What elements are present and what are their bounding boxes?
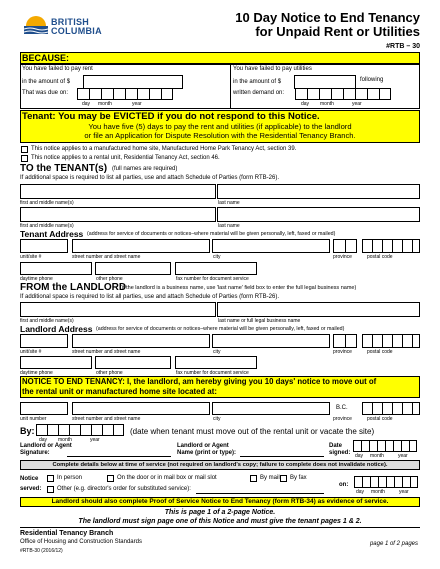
following-label: following bbox=[360, 77, 384, 83]
by-mail-checkbox[interactable] bbox=[250, 475, 257, 482]
tenant-heading-note: (full names are required) bbox=[112, 166, 178, 172]
evicted-line1: You have five (5) days to pay the rent and utilities (if applicable) to the landlord bbox=[88, 122, 352, 131]
logo-line2: COLUMBIA bbox=[51, 26, 102, 36]
service-bar-text: Complete details below at time of service (not required on landlord's copy; failure to complete does not invalidate notice). bbox=[52, 462, 388, 468]
landlord-daytime-phone-label: daytime phone bbox=[20, 370, 53, 376]
site-postal-label: postal code bbox=[367, 416, 393, 422]
rent-due-date[interactable] bbox=[77, 88, 173, 100]
notice-line2: the rental unit or manufactured home site located at: bbox=[22, 387, 217, 396]
date-signed-month-label: month bbox=[370, 453, 384, 459]
landlord-heading: FROM the LANDLORD bbox=[20, 282, 127, 293]
tenant-fax-input[interactable] bbox=[175, 262, 257, 275]
rent-due-label: That was due on: bbox=[22, 90, 69, 96]
notice-line1: NOTICE TO END TENANCY: I, the landlord, am hereby giving you 10 days' notice to move out of bbox=[22, 377, 377, 386]
served-on-date[interactable] bbox=[354, 476, 418, 488]
landlord-fax-input[interactable] bbox=[175, 356, 257, 369]
page-title: 10 Day Notice to End Tenancy bbox=[235, 10, 420, 25]
tenant-heading: TO the TENANT(s) bbox=[20, 163, 108, 174]
landlord-street-input[interactable] bbox=[72, 334, 210, 348]
served-on-label: on: bbox=[339, 482, 349, 488]
tenant-other-phone-label: other phone bbox=[96, 276, 123, 282]
door-label: On the door or in mail box or mail slot bbox=[117, 475, 217, 481]
date-signed-label-1: Date bbox=[329, 443, 343, 449]
footer-branch: Residential Tenancy Branch bbox=[20, 530, 114, 537]
util-month-label: month bbox=[320, 101, 334, 107]
landlord-heading-note: (if the landlord is a business name, use 'last name' field box to enter the full legal business name) bbox=[120, 285, 357, 291]
tenant-postal-input[interactable] bbox=[362, 239, 420, 253]
landlord-address-note: (address for service of documents or notices–where material will be given personally, left, faxed or mailed) bbox=[96, 326, 345, 332]
tenant2-last-name[interactable] bbox=[217, 207, 420, 222]
tenant-city-label: city bbox=[213, 254, 221, 260]
util-failed-label: You have failed to pay utilities bbox=[233, 66, 312, 72]
by-fax-checkbox[interactable] bbox=[280, 475, 287, 482]
landlord-daytime-phone-input[interactable] bbox=[20, 356, 92, 369]
rent-failed-label: You have failed to pay rent bbox=[22, 66, 93, 72]
rent-amount-input[interactable] bbox=[83, 75, 183, 89]
tenant-address-heading: Tenant Address bbox=[20, 229, 84, 239]
tenant-city-input[interactable] bbox=[212, 239, 330, 253]
util-year-label: year bbox=[352, 101, 362, 107]
agent-name-label-2: Name (print or type): bbox=[177, 450, 237, 456]
because-bar bbox=[20, 52, 420, 64]
util-amount-input[interactable] bbox=[294, 75, 356, 89]
site-city-label: city bbox=[213, 416, 221, 422]
move-out-month-label: month bbox=[58, 437, 72, 443]
landlord-extra-space: If additional space is required to list all parties, use and attach Schedule of Parties (form RTB-26). bbox=[20, 294, 280, 300]
by-note: (date when tenant must move out of the rental unit or vacate the site) bbox=[130, 427, 375, 436]
landlord-province-label: province bbox=[333, 349, 352, 355]
move-out-year-label: year bbox=[90, 437, 100, 443]
footer-page-number: page 1 of 2 pages bbox=[369, 541, 418, 547]
util-day-label: day bbox=[301, 101, 310, 107]
landlord-postal-input[interactable] bbox=[362, 334, 420, 348]
site-street-label: street number and street name bbox=[72, 416, 141, 422]
evicted-headline: Tenant: You may be EVICTED if you do not respond to this Notice. bbox=[22, 111, 320, 122]
landlord-first-name[interactable] bbox=[20, 302, 216, 317]
agent-name-label-1: Landlord or Agent bbox=[177, 443, 229, 449]
site-unit-input[interactable] bbox=[20, 402, 68, 415]
date-signed-input[interactable] bbox=[353, 440, 417, 452]
tenant-province-label: province bbox=[333, 254, 352, 260]
because-label: BECAUSE: bbox=[22, 53, 70, 63]
by-fax-label: By fax bbox=[290, 475, 307, 481]
date-signed-year-label: year bbox=[398, 453, 408, 459]
landlord-address-heading: Landlord Address bbox=[20, 324, 93, 334]
form-code: #RTB – 30 bbox=[386, 43, 420, 50]
tenant-unit-input[interactable] bbox=[20, 239, 68, 253]
tenant-province-input[interactable] bbox=[333, 239, 357, 253]
agent-name-line[interactable] bbox=[240, 456, 324, 457]
site-city-input[interactable] bbox=[212, 402, 330, 415]
landlord-street-label: street number and street name bbox=[72, 349, 141, 355]
bc-logo bbox=[24, 12, 114, 44]
landlord-province-input[interactable] bbox=[333, 334, 357, 348]
site-postal-input[interactable] bbox=[362, 402, 420, 415]
landlord-last-name[interactable] bbox=[217, 302, 420, 317]
landlord-unit-input[interactable] bbox=[20, 334, 68, 348]
rent-year-label: year bbox=[132, 101, 142, 107]
served-month-label: month bbox=[371, 489, 385, 495]
in-person-checkbox[interactable] bbox=[47, 475, 54, 482]
util-demand-date[interactable] bbox=[295, 88, 391, 100]
landlord-postal-label: postal code bbox=[367, 349, 393, 355]
date-signed-day-label: day bbox=[355, 453, 364, 459]
bc-label: B.C. bbox=[336, 405, 348, 411]
tenant2-last-label: last name bbox=[218, 223, 240, 229]
site-unit-label: unit number bbox=[20, 416, 47, 422]
tenant-daytime-phone-label: daytime phone bbox=[20, 276, 53, 282]
notice-served-label-1: Notice bbox=[20, 476, 39, 482]
written-demand-label: written demand on: bbox=[233, 90, 285, 96]
other-checkbox[interactable] bbox=[47, 486, 54, 493]
signature-line[interactable] bbox=[67, 456, 171, 457]
move-out-date[interactable] bbox=[36, 424, 124, 436]
tenant1-first-label: first and middle name(s) bbox=[20, 200, 74, 206]
by-mail-label: By mail bbox=[260, 475, 280, 481]
tenant-fax-label: fax number for document service bbox=[176, 276, 249, 282]
proof-text: Landlord should also complete Proof of Service Notice to End Tenancy (form RTB-34) as evidence of service. bbox=[51, 498, 389, 505]
tenant2-first-name[interactable] bbox=[20, 207, 216, 222]
tenant-address-note: (address for service of documents or notices–where material will be given personally, left, faxed or mailed) bbox=[87, 231, 336, 237]
page-note-1: This is page 1 of a 2-page Notice. bbox=[164, 509, 276, 516]
other-line[interactable] bbox=[196, 493, 324, 494]
tenant-daytime-phone-input[interactable] bbox=[20, 262, 92, 275]
site-street-input[interactable] bbox=[72, 402, 210, 415]
rent-day-label: day bbox=[82, 101, 91, 107]
tenant-postal-label: postal code bbox=[367, 254, 393, 260]
landlord-first-label: first and middle name(s) bbox=[20, 318, 74, 324]
signature-label-1: Landlord or Agent bbox=[20, 443, 72, 449]
door-checkbox[interactable] bbox=[107, 475, 114, 482]
tenant-unit-label: unit/site # bbox=[20, 254, 42, 260]
by-label: By: bbox=[20, 426, 35, 436]
service-bar bbox=[20, 460, 420, 470]
move-out-day-label: day bbox=[39, 437, 48, 443]
date-signed-label-2: signed: bbox=[329, 450, 351, 456]
landlord-other-phone-input[interactable] bbox=[95, 356, 171, 369]
footer-code: #RTB-30 (2016/12) bbox=[20, 548, 63, 554]
site-province-label: province bbox=[333, 416, 352, 422]
rent-amount-label: in the amount of $ bbox=[22, 79, 71, 85]
notice-served-label-2: served: bbox=[20, 486, 42, 492]
tenant2-first-label: first and middle name(s) bbox=[20, 223, 74, 229]
sun-icon bbox=[24, 14, 48, 34]
landlord-fax-label: fax number for document service bbox=[176, 370, 249, 376]
tenant1-last-label: last name bbox=[218, 200, 240, 206]
tenant-other-phone-input[interactable] bbox=[95, 262, 171, 275]
served-year-label: year bbox=[399, 489, 409, 495]
rent-month-label: month bbox=[98, 101, 112, 107]
landlord-unit-label: unit/site # bbox=[20, 349, 42, 355]
landlord-city-input[interactable] bbox=[212, 334, 330, 348]
footer-office: Office of Housing and Construction Standards bbox=[20, 539, 142, 545]
tenant-street-input[interactable] bbox=[72, 239, 210, 253]
tenant1-last-name[interactable] bbox=[217, 184, 420, 199]
tenant-street-label: street number and street name bbox=[72, 254, 141, 260]
served-day-label: day bbox=[356, 489, 365, 495]
page-subtitle: for Unpaid Rent or Utilities bbox=[255, 24, 420, 39]
util-amount-label: in the amount of $ bbox=[233, 79, 282, 85]
logo-line1: BRITISH bbox=[51, 17, 90, 27]
in-person-label: In person bbox=[57, 475, 83, 481]
evicted-line2: or file an Application for Dispute Resolution with the Residential Tenancy Branch. bbox=[84, 131, 356, 140]
rental-unit-checkbox[interactable] bbox=[21, 155, 28, 162]
landlord-other-phone-label: other phone bbox=[96, 370, 123, 376]
manufactured-home-checkbox[interactable] bbox=[21, 146, 28, 153]
landlord-last-label: last name or full legal business name bbox=[218, 318, 301, 324]
manufactured-home-label: This notice applies to a manufactured home site, Manufactured Home Park Tenancy Act, section 39. bbox=[31, 146, 297, 152]
other-label: Other (e.g. director's order for substituted service): bbox=[57, 486, 191, 492]
tenant-extra-space: If additional space is required to list all parties, use and attach Schedule of Parties (form RTB-26). bbox=[20, 175, 280, 181]
page-note-2: The landlord must sign page one of this Notice and must give the tenant pages 1 & 2. bbox=[78, 518, 362, 525]
landlord-city-label: city bbox=[213, 349, 221, 355]
tenant1-first-name[interactable] bbox=[20, 184, 216, 199]
signature-label-2: Signature: bbox=[20, 450, 50, 456]
rental-unit-label: This notice applies to a rental unit, Residential Tenancy Act, section 46. bbox=[31, 155, 220, 161]
